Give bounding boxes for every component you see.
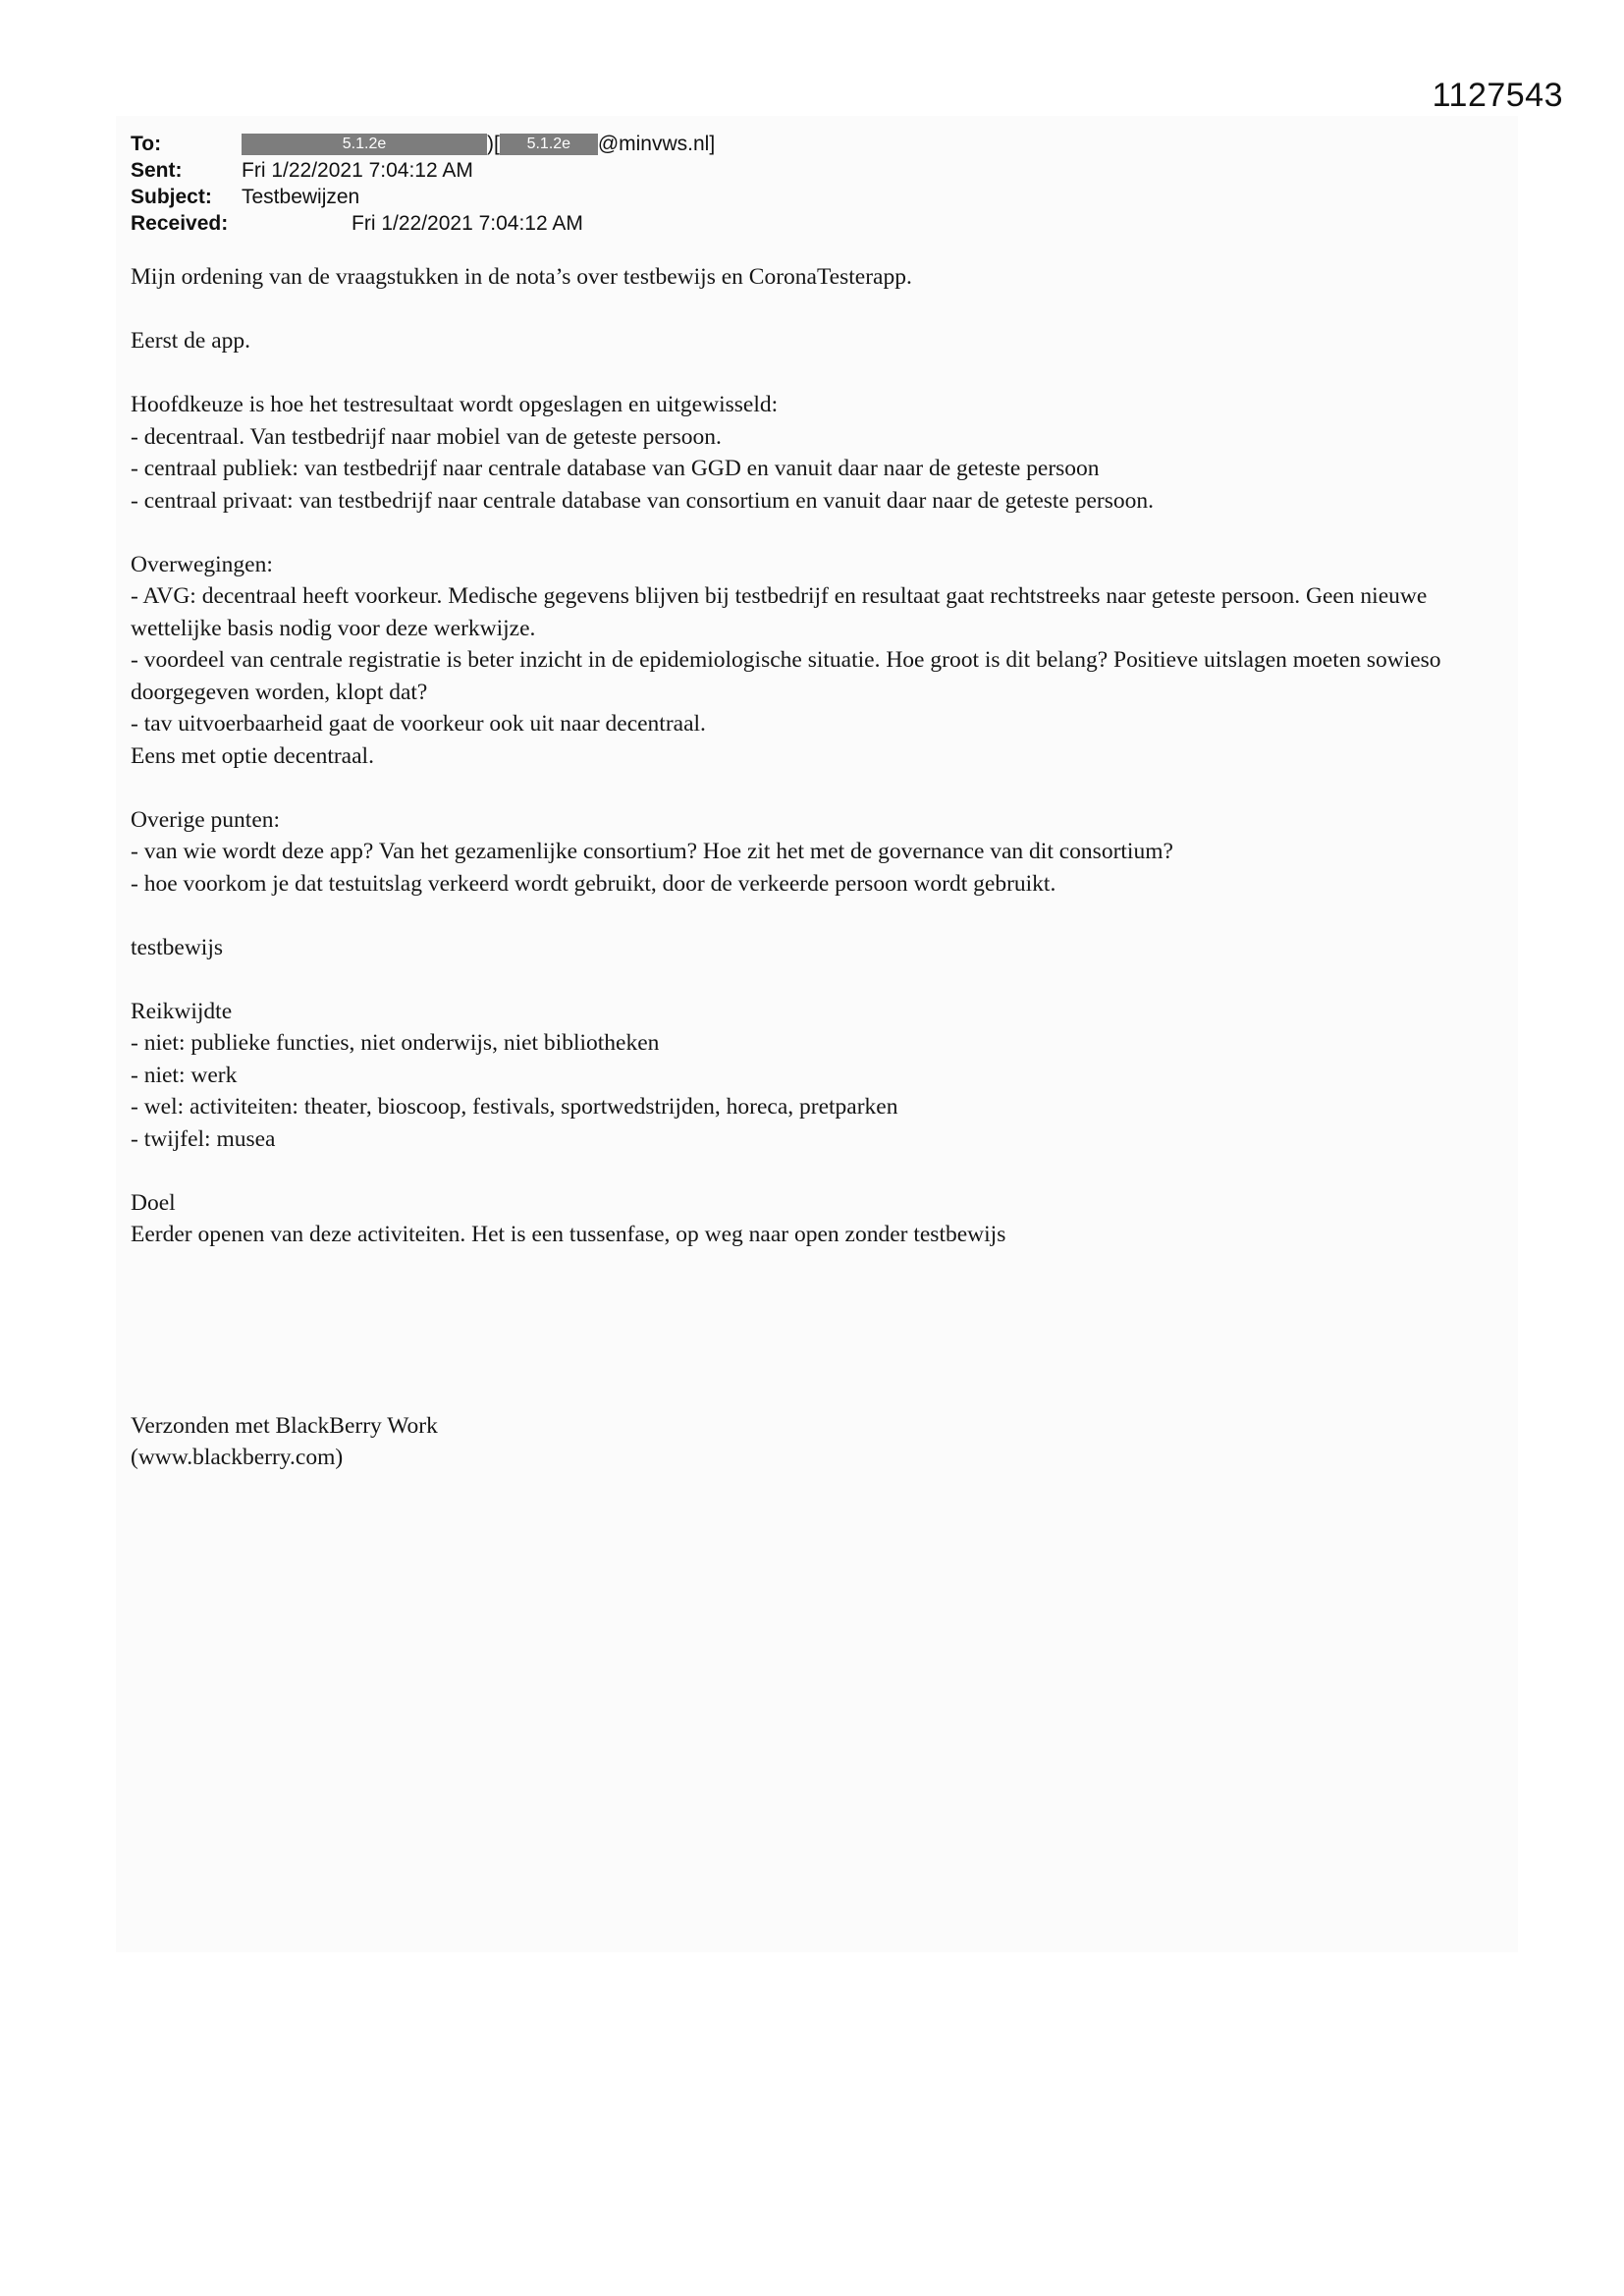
scope-heading: Reikwijdte xyxy=(131,998,233,1024)
intro-paragraph: Mijn ordening van de vraagstukken in de nota’s over testbewijs en CoronaTesterapp. xyxy=(131,264,912,290)
list-item: - twijfel: musea xyxy=(131,1125,276,1152)
considerations-heading: Overwegingen: xyxy=(131,551,273,577)
email-body xyxy=(131,261,1486,1474)
sent-value: Fri 1/22/2021 7:04:12 AM xyxy=(242,159,473,182)
subject-label: Subject: xyxy=(131,186,212,208)
list-item: - hoe voorkom je dat testuitslag verkeerd wordt gebruikt, door de verkeerde persoon wordt gebruikt. xyxy=(131,870,1056,897)
subject-value: Testbewijzen xyxy=(242,186,360,208)
goal-heading: Doel xyxy=(131,1189,176,1216)
received-label: Received: xyxy=(131,212,229,235)
other-points-heading: Overige punten: xyxy=(131,806,281,833)
document-number: 1127543 xyxy=(1432,77,1563,114)
testbewijs-heading: testbewijs xyxy=(131,934,223,960)
main-choice-heading: Hoofdkeuze is hoe het testresultaat wordt opgeslagen en uitgewisseld: xyxy=(131,392,779,417)
list-item: - niet: werk xyxy=(131,1062,238,1088)
to-domain: @minvws.nl] xyxy=(597,133,716,155)
to-value xyxy=(242,131,715,157)
agree-line: Eens met optie decentraal. xyxy=(131,742,374,769)
received-value: Fri 1/22/2021 7:04:12 AM xyxy=(352,212,583,235)
goal-text: Eerder openen van deze activiteiten. Het is een tussenfase, op weg naar open zonder testbewijs xyxy=(131,1222,1006,1247)
redaction-box: 5.1.2e xyxy=(500,134,598,155)
list-item: - niet: publieke functies, niet onderwijs, niet bibliotheken xyxy=(131,1030,660,1056)
to-label: To: xyxy=(131,133,162,155)
sent-label: Sent: xyxy=(131,159,183,182)
list-item: - centraal publiek: van testbedrijf naar centrale database van GGD en vanuit daar naar de geteste persoon xyxy=(131,456,1100,481)
signature-link: (www.blackberry.com) xyxy=(131,1445,344,1470)
list-item: - van wie wordt deze app? Van het gezamenlijke consortium? Hoe zit het met de governance van dit consortium? xyxy=(131,839,1173,864)
list-item: - centraal privaat: van testbedrijf naar centrale database van consortium en vanuit daar naar de geteste persoon. xyxy=(131,487,1155,514)
list-item: - wel: activiteiten: theater, bioscoop, festivals, sportwedstrijden, horeca, pretparken xyxy=(131,1094,898,1120)
list-item: - tav uitvoerbaarheid gaat de voorkeur ook uit naar decentraal. xyxy=(131,711,706,737)
to-separator: )[ xyxy=(487,133,500,155)
list-item: - voordeel van centrale registratie is beter inzicht in de epidemiologische situatie. Hoe groot is dit belang? Positieve uitslagen moeten sowieso doorgegeven worden, klopt dat? xyxy=(131,647,1441,705)
first-app-line: Eerst de app. xyxy=(131,328,251,354)
signature-line: Verzonden met BlackBerry Work xyxy=(131,1412,438,1439)
list-item: - AVG: decentraal heeft voorkeur. Medische gegevens blijven bij testbedrijf en resultaat gaat rechtstreeks naar geteste persoon. Geen nieuwe wettelijke basis nodig voor deze werkwijze. xyxy=(131,583,1428,641)
list-item: - decentraal. Van testbedrijf naar mobiel van de geteste persoon. xyxy=(131,423,722,450)
redaction-box: 5.1.2e xyxy=(242,134,487,155)
